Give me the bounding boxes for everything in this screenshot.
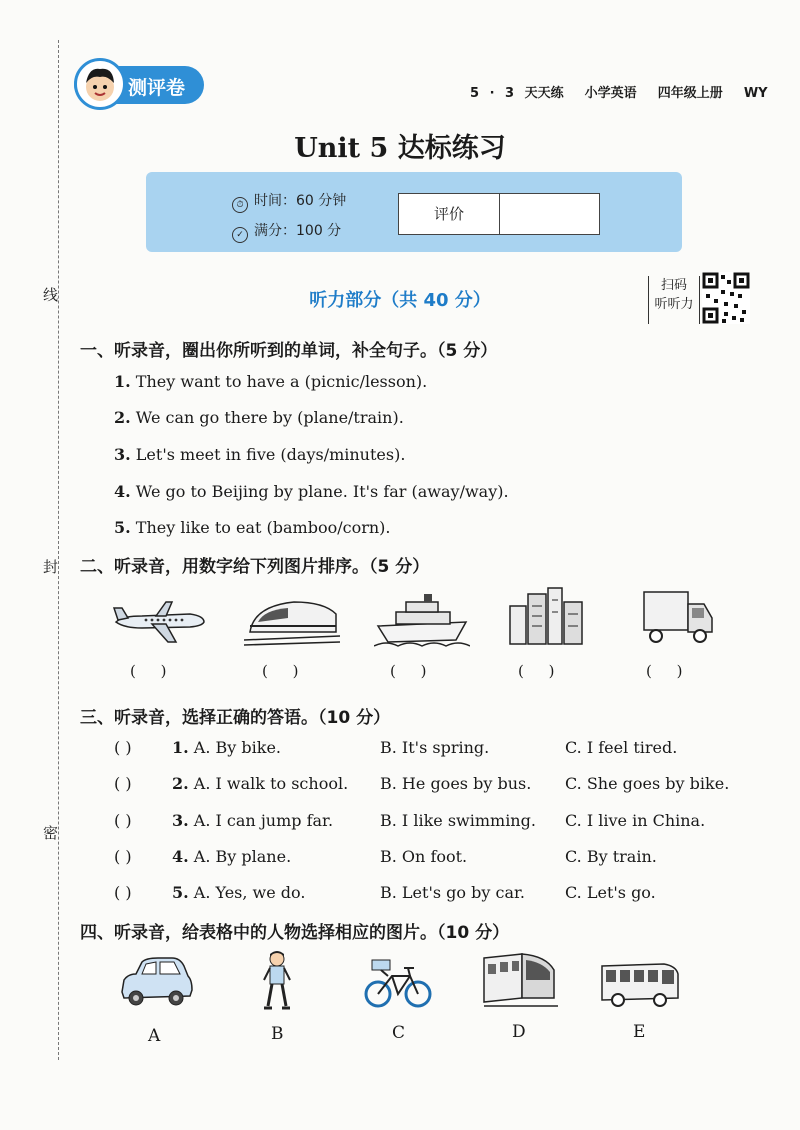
q3-option-b: B. He goes by bus. bbox=[380, 774, 532, 793]
q1-item bbox=[114, 372, 427, 391]
q3-option-c: C. I live in China. bbox=[565, 811, 706, 830]
q1-item bbox=[114, 408, 404, 427]
bicycle-icon bbox=[364, 956, 432, 1014]
binding-dashed-line bbox=[58, 40, 59, 1060]
q3-number: 2. bbox=[172, 774, 189, 793]
question-1-heading: 一、听录音，圈出你所听到的单词，补全句子。（5 分） bbox=[80, 341, 498, 361]
q3-option-a bbox=[172, 811, 333, 830]
scan-label-line1: 扫码 bbox=[660, 278, 687, 293]
bus-icon bbox=[600, 960, 680, 1012]
q3-number: 3. bbox=[172, 811, 189, 830]
picture-label-b: B bbox=[271, 1024, 284, 1044]
q3-answer-blank[interactable]: ( ) bbox=[114, 738, 132, 757]
option-a-text: A. I walk to school. bbox=[193, 774, 349, 793]
q3-option-a bbox=[172, 847, 291, 866]
item-text: Let's meet in five (days/minutes). bbox=[135, 445, 406, 464]
answer-blank[interactable]: ( ) bbox=[646, 662, 683, 680]
q3-option-b: B. I like swimming. bbox=[380, 811, 536, 830]
clock-icon: ⏱ bbox=[232, 197, 248, 213]
q3-answer-blank[interactable]: ( ) bbox=[114, 811, 132, 830]
check-icon: ✓ bbox=[232, 227, 248, 243]
q1-item bbox=[114, 482, 509, 501]
option-a-text: A. By bike. bbox=[193, 738, 282, 757]
q3-option-c: C. She goes by bike. bbox=[565, 774, 730, 793]
picture-label-e: E bbox=[633, 1022, 646, 1042]
time-text: 时间：60 分钟 bbox=[254, 193, 347, 209]
item-text: They like to eat (bamboo/corn). bbox=[135, 518, 391, 537]
truck-icon bbox=[640, 588, 716, 650]
q3-option-c: C. By train. bbox=[565, 847, 657, 866]
car-icon bbox=[118, 954, 194, 1014]
picture-label-d: D bbox=[512, 1022, 526, 1042]
q3-answer-blank[interactable]: ( ) bbox=[114, 847, 132, 866]
q3-option-c: C. I feel tired. bbox=[565, 738, 678, 757]
header-info bbox=[470, 82, 768, 101]
buildings-icon bbox=[506, 586, 586, 650]
q3-answer-blank[interactable]: ( ) bbox=[114, 883, 132, 902]
q3-option-a bbox=[172, 738, 281, 757]
option-a-text: A. By plane. bbox=[193, 847, 292, 866]
q3-number: 1. bbox=[172, 738, 189, 757]
score-text: 满分：100 分 bbox=[254, 223, 342, 239]
q3-option-c: C. Let's go. bbox=[565, 883, 656, 902]
item-text: We can go there by (plane/train). bbox=[135, 408, 404, 427]
qr-code-icon[interactable] bbox=[702, 272, 750, 324]
q1-item bbox=[114, 445, 405, 464]
option-a-text: A. Yes, we do. bbox=[193, 883, 306, 902]
q3-option-a bbox=[172, 883, 305, 902]
listening-section-title: 听力部分（共 40 分） bbox=[309, 290, 491, 311]
question-3-heading: 三、听录音，选择正确的答语。（10 分） bbox=[80, 708, 391, 728]
q3-answer-blank[interactable]: ( ) bbox=[114, 774, 132, 793]
subject-name: 小学英语 bbox=[584, 86, 637, 101]
item-number: 3. bbox=[114, 445, 131, 464]
page-title: Unit 5 达标练习 bbox=[294, 133, 506, 164]
high-speed-train-icon bbox=[244, 592, 340, 652]
q3-option-b: B. It's spring. bbox=[380, 738, 490, 757]
item-text: They want to have a (picnic/lesson). bbox=[135, 372, 428, 391]
q3-option-b: B. Let's go by car. bbox=[380, 883, 525, 902]
time-row bbox=[232, 190, 346, 213]
picture-label-c: C bbox=[392, 1023, 406, 1043]
answer-blank[interactable]: ( ) bbox=[130, 662, 167, 680]
boy-mascot-icon bbox=[74, 58, 126, 110]
item-number: 4. bbox=[114, 482, 131, 501]
answer-blank[interactable]: ( ) bbox=[518, 662, 555, 680]
edition-name: WY bbox=[743, 86, 768, 101]
question-4-heading: 四、听录音，给表格中的人物选择相应的图片。（10 分） bbox=[80, 923, 510, 943]
airplane-icon bbox=[112, 596, 208, 648]
scan-label-line2: 听听力 bbox=[654, 297, 694, 312]
walking-boy-icon bbox=[260, 950, 294, 1016]
option-a-text: A. I can jump far. bbox=[193, 811, 334, 830]
ship-icon bbox=[374, 590, 470, 654]
q1-item bbox=[114, 518, 391, 537]
scan-label bbox=[648, 276, 700, 324]
binding-char-line: 线 bbox=[43, 286, 59, 304]
grade-name: 四年级上册 bbox=[657, 86, 723, 101]
subway-train-icon bbox=[482, 950, 558, 1014]
score-row bbox=[232, 220, 341, 243]
item-number: 1. bbox=[114, 372, 131, 391]
item-text: We go to Beijing by plane. It's far (away/way). bbox=[135, 482, 509, 501]
q3-option-b: B. On foot. bbox=[380, 847, 468, 866]
answer-blank[interactable]: ( ) bbox=[390, 662, 427, 680]
q3-option-a bbox=[172, 774, 348, 793]
item-number: 2. bbox=[114, 408, 131, 427]
binding-char-seal: 封 bbox=[43, 558, 59, 576]
q3-number: 4. bbox=[172, 847, 189, 866]
picture-label-a: A bbox=[148, 1026, 161, 1046]
binding-char-secret: 密 bbox=[43, 824, 59, 842]
question-2-heading: 二、听录音，用数字给下列图片排序。（5 分） bbox=[80, 557, 430, 577]
answer-blank[interactable]: ( ) bbox=[262, 662, 299, 680]
evaluation-label: 评价 bbox=[399, 194, 500, 234]
series-name: 5 · 3 天天练 bbox=[470, 86, 564, 101]
item-number: 5. bbox=[114, 518, 131, 537]
q3-number: 5. bbox=[172, 883, 189, 902]
evaluation-box[interactable] bbox=[398, 193, 600, 235]
badge-label: 测评卷 bbox=[128, 77, 186, 99]
